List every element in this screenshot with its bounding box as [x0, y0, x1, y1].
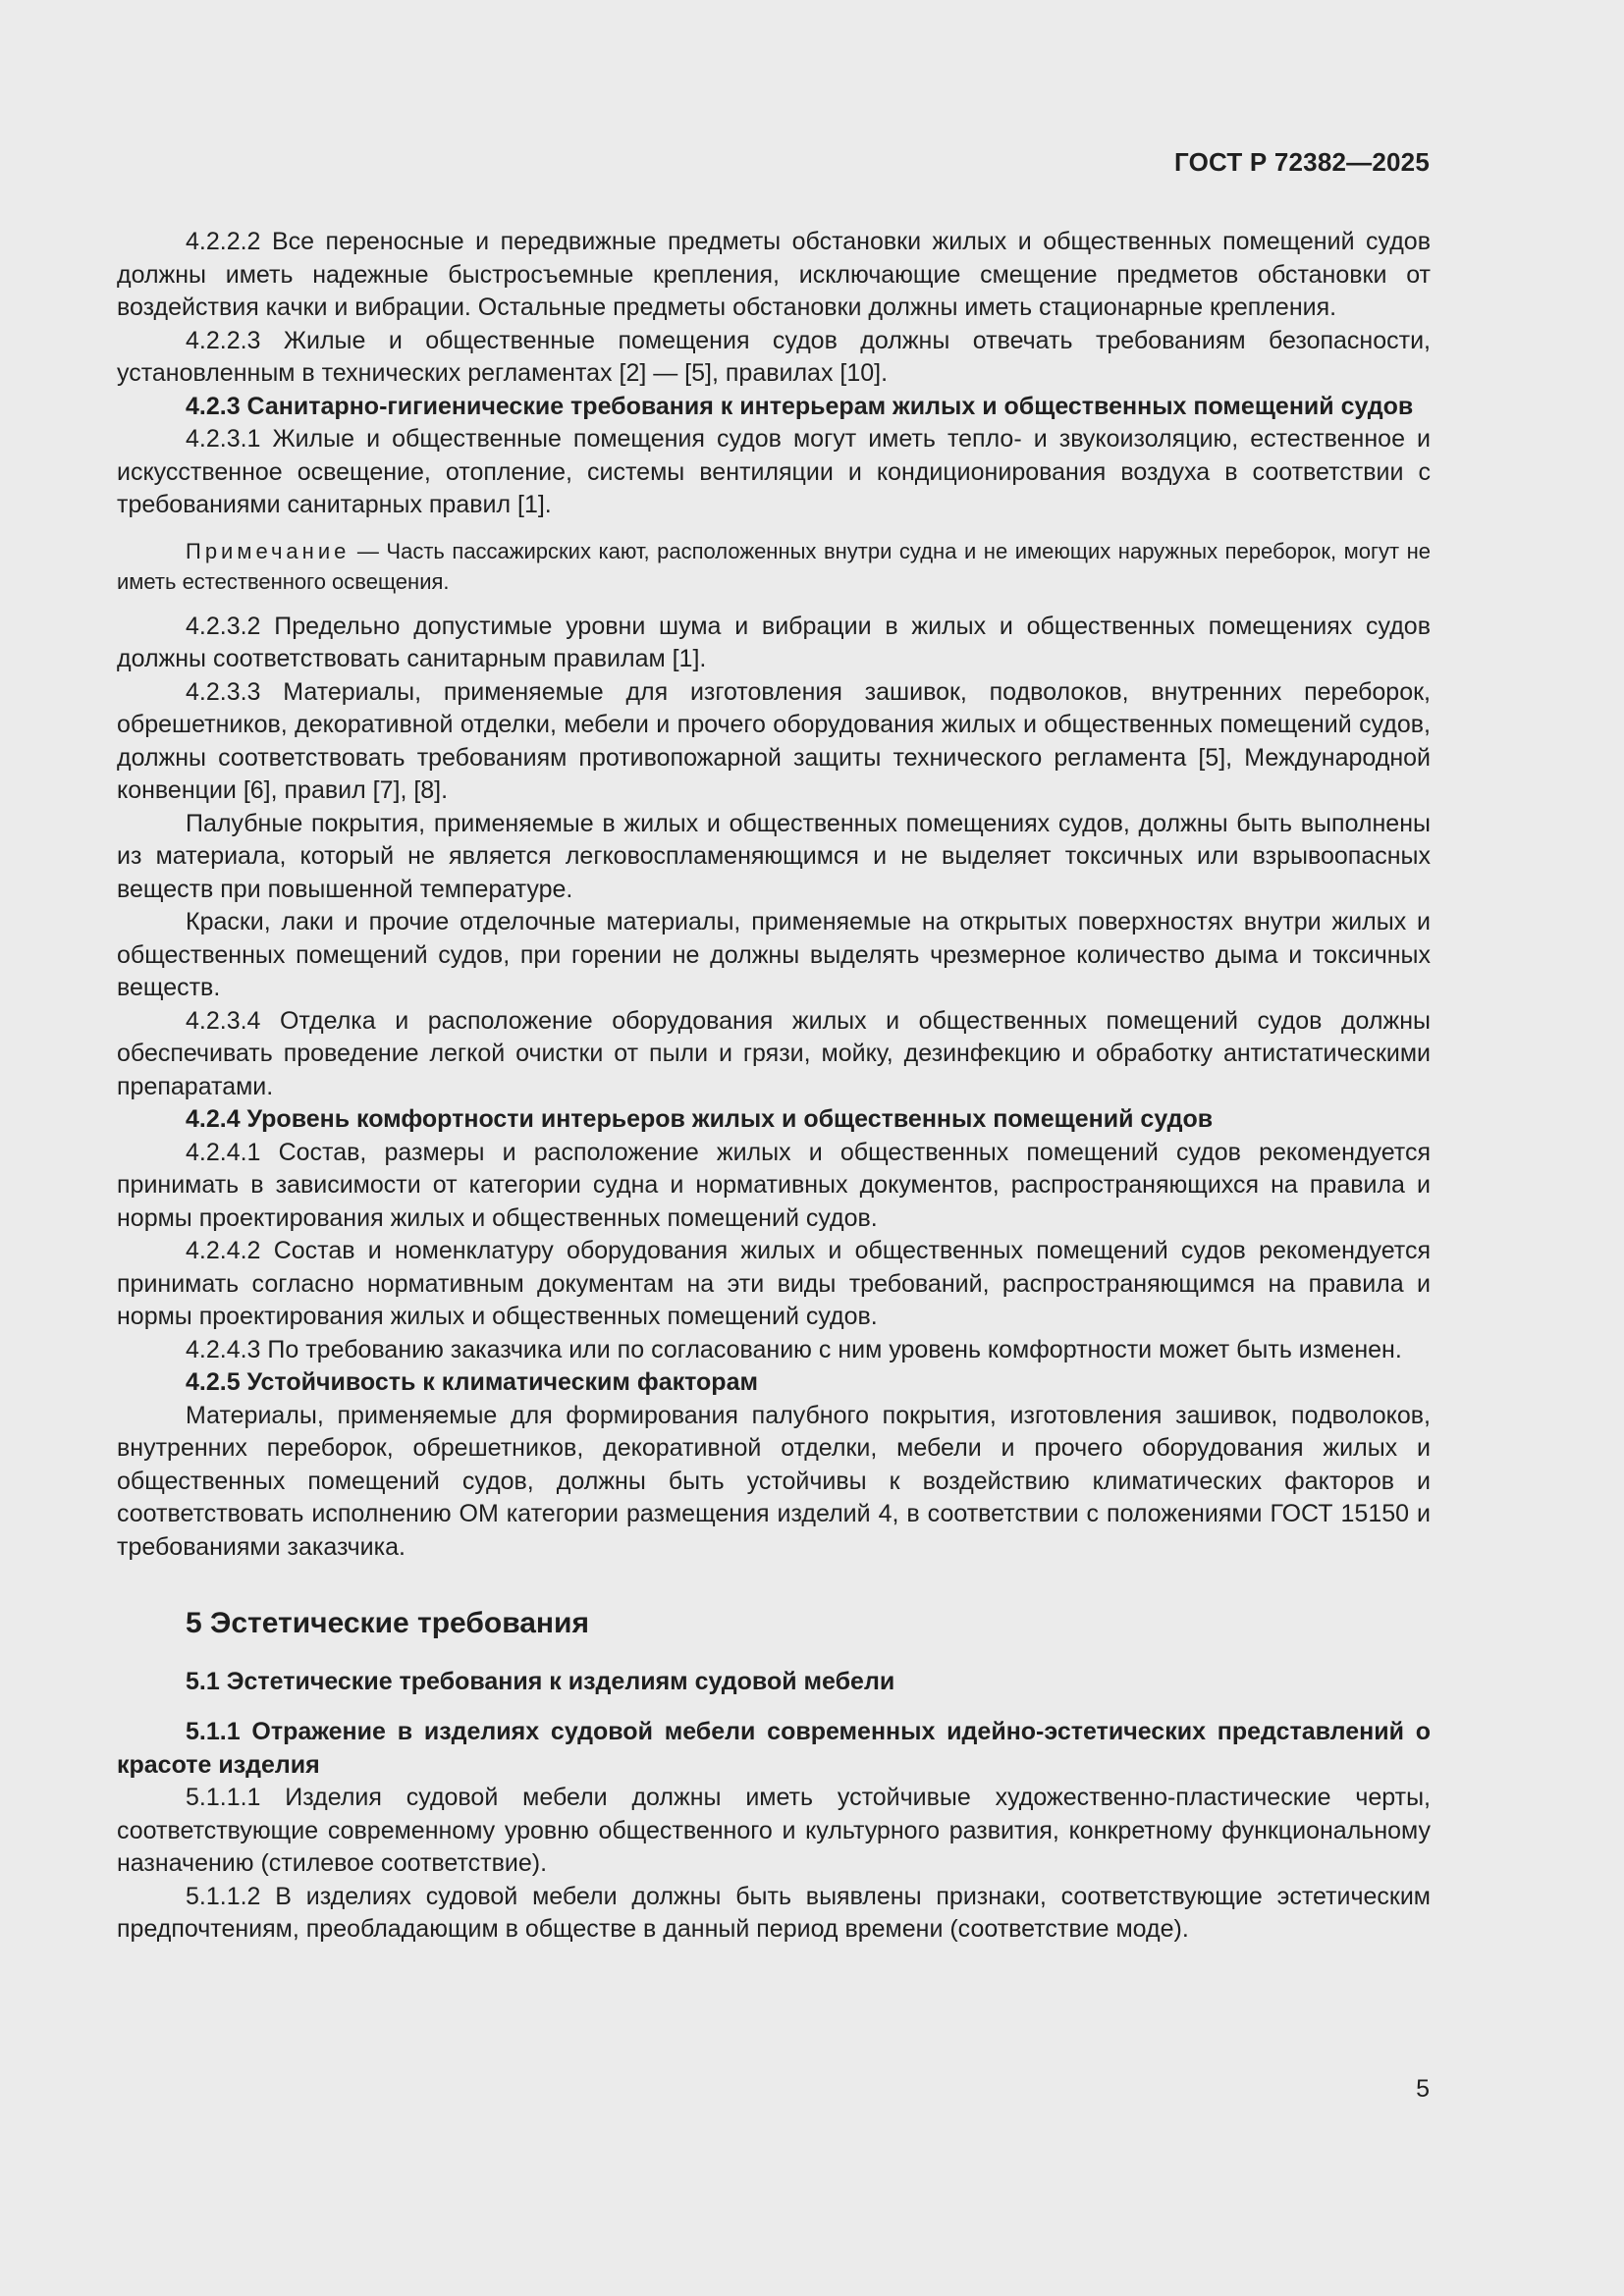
document-code-header: ГОСТ Р 72382—2025 [1174, 147, 1430, 177]
note [117, 536, 1431, 597]
paragraph-4-2-4-2: 4.2.4.2 Состав и номенклатуру оборудования жилых и общественных помещений судов рекомендуется принимать согласно нормативным документам на эти виды требований, распространяющимся на правила и нормы проектирования жилых и общественных помещений судов. [117, 1237, 1431, 1330]
paragraph-5-1-1-2: 5.1.1.2 В изделиях судовой мебели должны быть выявлены признаки, соответствующие эстетическим предпочтениям, преобладающим в обществе в данный период времени (соответствие моде). [117, 1882, 1431, 1943]
document-body [117, 226, 1431, 1947]
heading-5-1: 5.1 Эстетические требования к изделиям судовой мебели [186, 1668, 895, 1695]
paragraph-paints: Краски, лаки и прочие отделочные материалы, применяемые на открытых поверхностях внутри жилых и общественных помещений судов, при горении не должны выделять чрезмерное количество дыма и токсичных веществ. [117, 908, 1431, 1001]
paragraph-5-1-1-1: 5.1.1.1 Изделия судовой мебели должны иметь устойчивые художественно-пластические черты, соответствующие современному уровню общественного и культурного развития, конкретному функциональному назначению (стилевое соответствие). [117, 1784, 1431, 1877]
heading-4-2-4: 4.2.4 Уровень комфортности интерьеров жилых и общественных помещений судов [186, 1105, 1214, 1133]
paragraph-4-2-2-3: 4.2.2.3 Жилые и общественные помещения судов должны отвечать требованиям безопасности, установленным в технических регламентах [2] — [5], правилах [10]. [117, 326, 1431, 387]
note-text: — Часть пассажирских кают, расположенных внутри судна и не имеющих наружных переборок, могут не иметь естественного освещения. [117, 538, 1431, 594]
paragraph-4-2-3-1: 4.2.3.1 Жилые и общественные помещения судов могут иметь тепло- и звукоизоляцию, естественное и искусственное освещение, отопление, системы вентиляции и кондиционирования воздуха в соответствии с требованиями санитарных правил [1]. [117, 425, 1431, 518]
paragraph-4-2-3-3: 4.2.3.3 Материалы, применяемые для изготовления зашивок, подволоков, внутренних переборок, обрешетников, декоративной отделки, мебели и прочего оборудования жилых и общественных помещений судов, должны соответствовать требованиям противопожарной защиты технического регламента [5], Международной конвенции [6], правил [7], [8]. [117, 677, 1431, 804]
paragraph-deck-coverings: Палубные покрытия, применяемые в жилых и общественных помещениях судов, должны быть выполнены из материала, который не является легковоспламеняющимся и не выделяет токсичных или взрывоопасных веществ при повышенной температуре. [117, 809, 1431, 903]
section-5-heading: 5 Эстетические требования [186, 1607, 589, 1639]
heading-4-2-3: 4.2.3 Санитарно-гигиенические требования к интерьерам жилых и общественных помещений судов [186, 392, 1414, 420]
heading-4-2-5: 4.2.5 Устойчивость к климатическим факторам [186, 1368, 758, 1396]
paragraph-4-2-2-2: 4.2.2.2 Все переносные и передвижные предметы обстановки жилых и общественных помещений судов должны иметь надежные быстросъемные крепления, исключающие смещение предметов обстановки от воздействия качки и вибрации. Остальные предметы обстановки должны иметь стационарные крепления. [117, 228, 1431, 321]
paragraph-4-2-3-4: 4.2.3.4 Отделка и расположение оборудования жилых и общественных помещений судов должны обеспечивать проведение легкой очистки от пыли и грязи, мойку, дезинфекцию и обработку антистатическими препаратами. [117, 1006, 1431, 1100]
paragraph-climate-materials: Материалы, применяемые для формирования палубного покрытия, изготовления зашивок, подволоков, внутренних переборок, обрешетников, декоративной отделки, мебели и прочего оборудования жилых и общественных помещений судов, должны быть устойчивы к воздействию климатических факторов и соответствовать исполнению ОМ категории размещения изделий 4, в соответствии с положениями ГОСТ 15150 и требованиями заказчика. [117, 1401, 1431, 1561]
paragraph-4-2-4-1: 4.2.4.1 Состав, размеры и расположение жилых и общественных помещений судов рекомендуется принимать в зависимости от категории судна и нормативных документов, распространяющихся на правила и нормы проектирования жилых и общественных помещений судов. [117, 1138, 1431, 1232]
paragraph-4-2-4-3: 4.2.4.3 По требованию заказчика или по согласованию с ним уровень комфортности может быть изменен. [186, 1335, 1402, 1363]
paragraph-4-2-3-2: 4.2.3.2 Предельно допустимые уровни шума и вибрации в жилых и общественных помещениях судов должны соответствовать санитарным правилам [1]. [117, 612, 1431, 672]
heading-5-1-1: 5.1.1 Отражение в изделиях судовой мебели современных идейно-эстетических представлений о красоте изделия [117, 1718, 1431, 1779]
page-number: 5 [1416, 2075, 1430, 2103]
note-label: Примечание [186, 538, 351, 563]
